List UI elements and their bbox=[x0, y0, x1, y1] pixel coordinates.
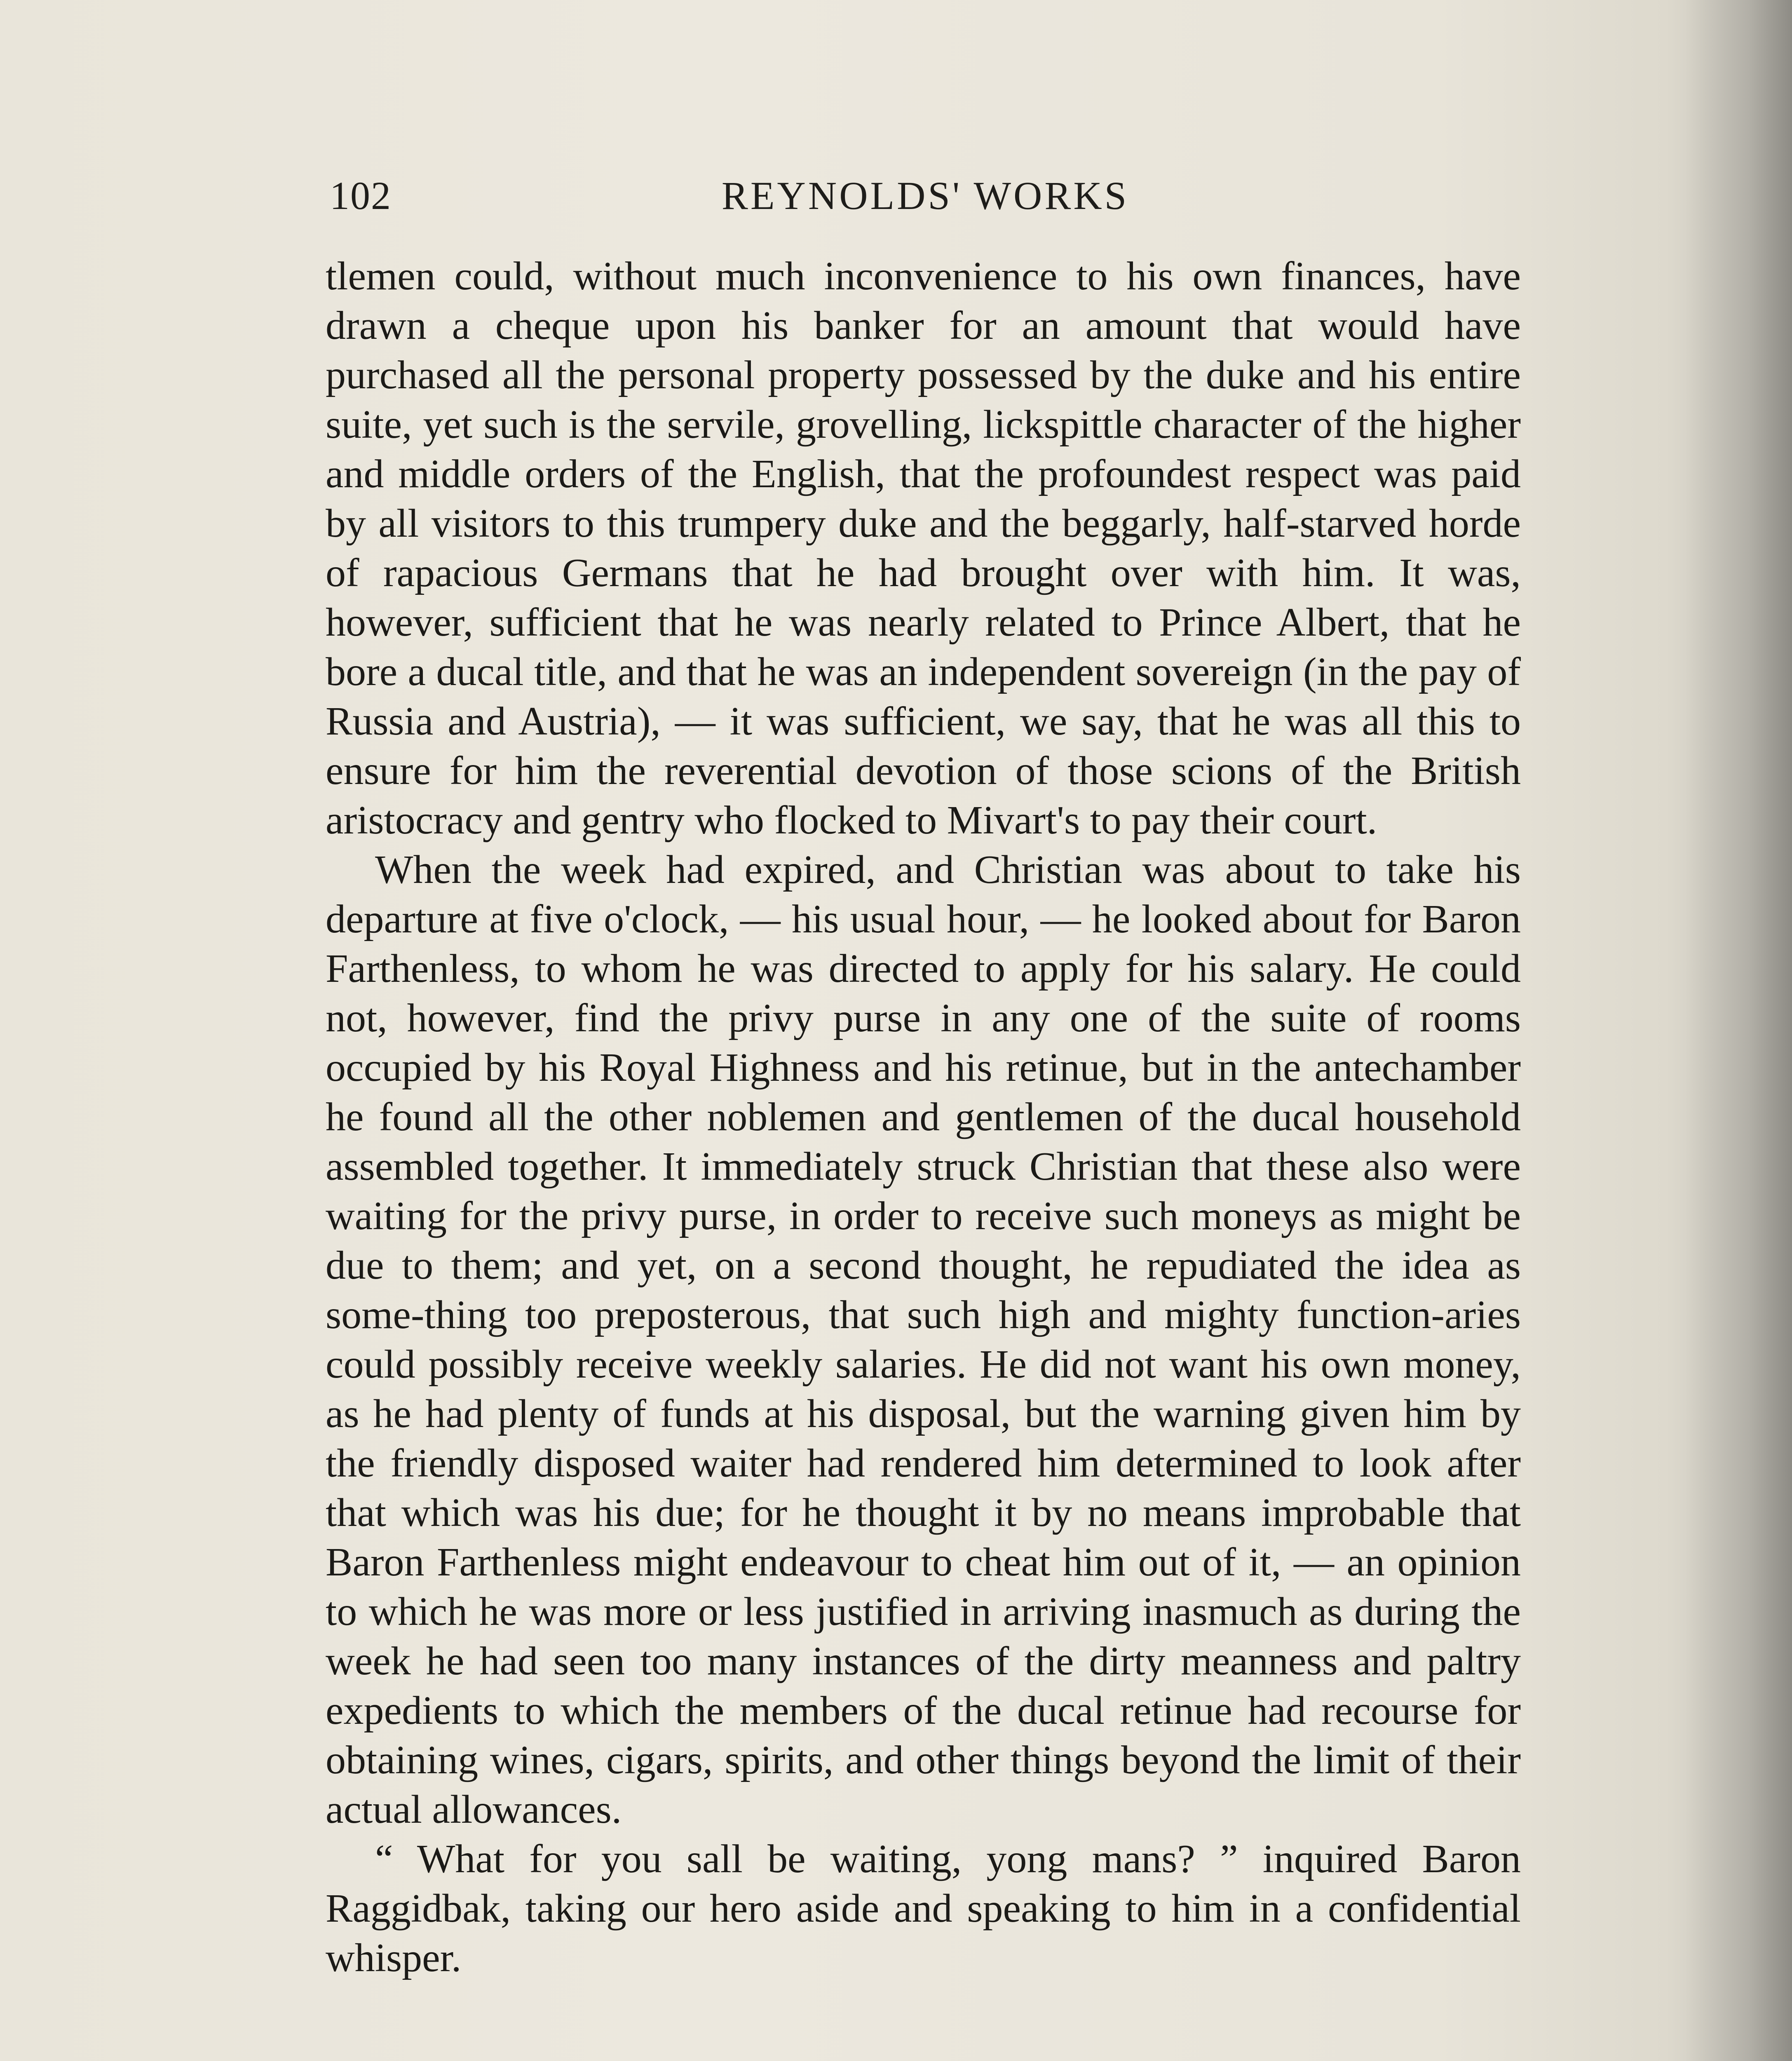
page-header bbox=[330, 165, 1521, 227]
paragraph-week-expired: When the week had expired, and Christian was about to take his departure at five o'clock, — his usual hour, — he looked about for Baron Farthenless, to whom he was directed to apply for his salary. He could not, however, find the privy purse in any one of the suite of rooms occupied by his Royal Highness and his retinue, but in the antechamber he found all the other noblemen and gentlemen of the ducal household assembled together. It immediately struck Christian that these also were waiting for the privy purse, in order to receive such moneys as might be due to them; and yet, on a second thought, he repudiated the idea as some-thing too preposterous, that such high and mighty function-aries could possibly receive weekly salaries. He did not want his own money, as he had plenty of funds at his disposal, but the warning given him by the friendly disposed waiter had rendered him determined to look after that which was his due; for he thought it by no means improbable that Baron Farthenless might endeavour to cheat him out of it, — an opinion to which he was more or less justified in arriving inasmuch as during the week he had seen too many instances of the dirty meanness and paltry expedients to which the members of the ducal retinue had recourse for obtaining wines, cigars, spirits, and other things beyond the limit of their actual allowances. bbox=[326, 847, 1521, 1832]
page-number: 102 bbox=[330, 174, 392, 218]
body-text bbox=[326, 251, 1521, 1983]
running-head: REYNOLDS' WORKS bbox=[721, 174, 1129, 218]
spine-shadow bbox=[1685, 0, 1792, 2061]
paragraph-continuation: tlemen could, without much inconvenience to his own finances, have drawn a cheque upon his banker for an amount that would have purchased all the personal property possessed by the duke and his entire suite, yet such is the servile, grovelling, lickspittle character of the higher and middle orders of the English, that the profoundest respect was paid by all visitors to this trumpery duke and the beggarly, half-starved horde of rapacious Germans that he had brought over with him. It was, however, sufficient that he was nearly related to Prince Albert, that he bore a ducal title, and that he was an independent sovereign (in the pay of Russia and Austria), — it was sufficient, we say, that he was all this to ensure for him the reverential devotion of those scions of the British aristocracy and gentry who flocked to Mivart's to pay their court. bbox=[326, 254, 1521, 843]
paragraph-baron-dialogue: “ What for you sall be waiting, yong mans? ” inquired Baron Raggidbak, taking our hero aside and speaking to him in a confidential whisper. bbox=[326, 1837, 1521, 1980]
